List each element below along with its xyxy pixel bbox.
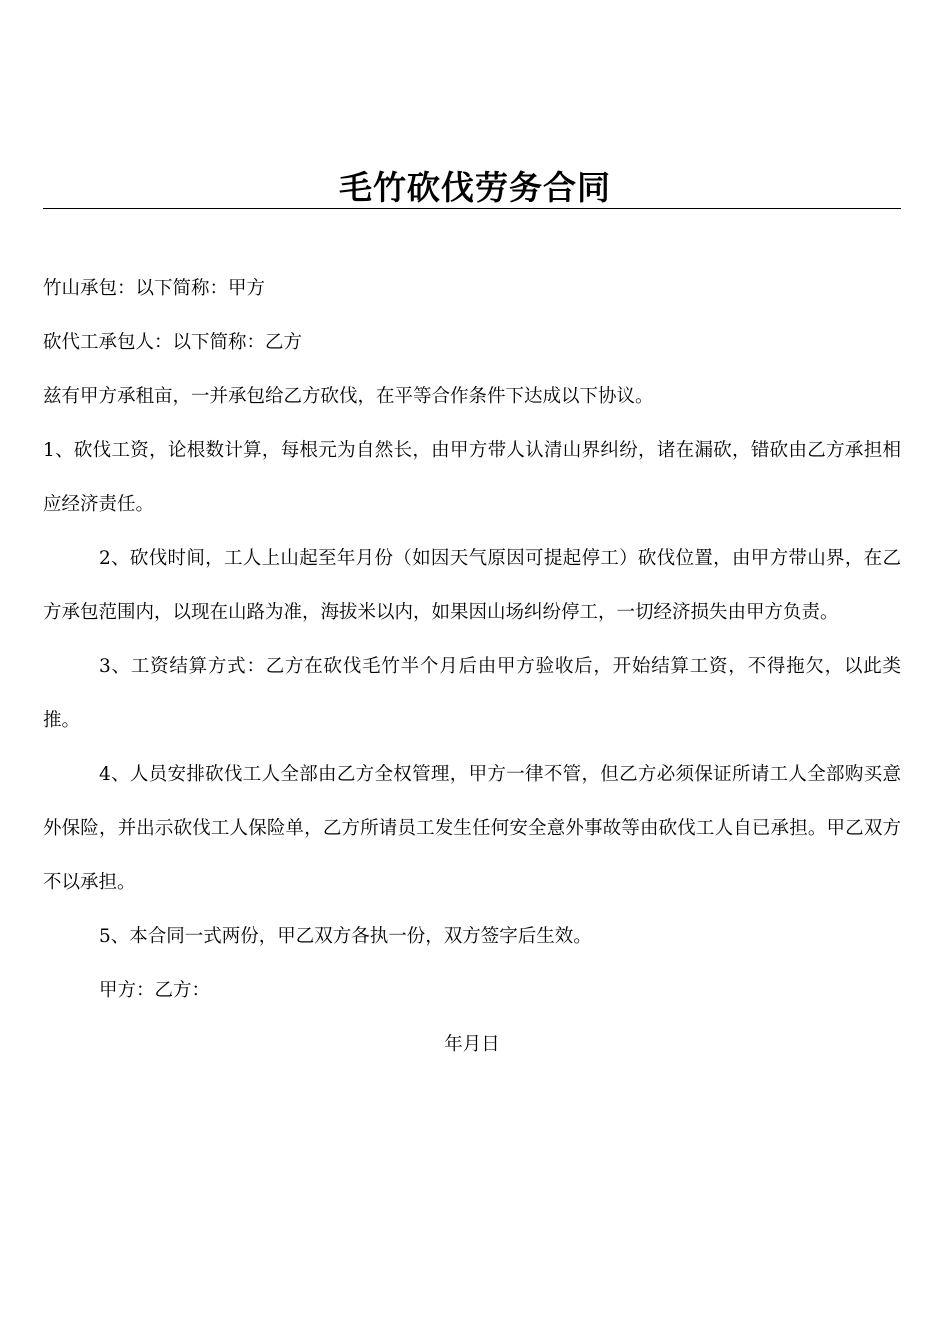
clause-2: 2、砍伐时间，工人上山起至年月份（如因天气原因可提起停工）砍伐位置，由甲方带山界，在乙方承包范围内，以现在山路为准，海拔米以内，如果因山场纠纷停工，一切经济损失由甲方负责。: [43, 548, 901, 623]
contract-body: [43, 262, 901, 1072]
signature-line: 甲方：乙方：: [99, 980, 211, 1001]
party-b-line: 砍代工承包人：以下简称：乙方: [43, 332, 303, 353]
clause-3: 3、工资结算方式：乙方在砍伐毛竹半个月后由甲方验收后，开始结算工资，不得拖欠，以此类推。: [43, 656, 901, 731]
title-underline: [43, 208, 901, 209]
party-a-line: 竹山承包：以下简称：甲方: [43, 278, 266, 299]
date-line: 年月日: [444, 1034, 500, 1055]
clause-5: 5、本合同一式两份，甲乙双方各执一份，双方签字后生效。: [99, 926, 592, 947]
clause-1: 1、砍伐工资，论根数计算，每根元为自然长，由甲方带人认清山界纠纷，诸在漏砍，错砍由乙方承担相应经济责任。: [43, 440, 901, 515]
intro-paragraph: 兹有甲方承租亩，一并承包给乙方砍伐，在平等合作条件下达成以下协议。: [43, 386, 654, 407]
document-title: 毛竹砍伐劳务合同: [339, 168, 611, 207]
clause-4: 4、人员安排砍伐工人全部由乙方全权管理，甲方一律不管，但乙方必须保证所请工人全部购买意外保险，并出示砍伐工人保险单，乙方所请员工发生任何安全意外事故等由砍伐工人自已承担。甲乙双方不以承担。: [43, 764, 901, 893]
